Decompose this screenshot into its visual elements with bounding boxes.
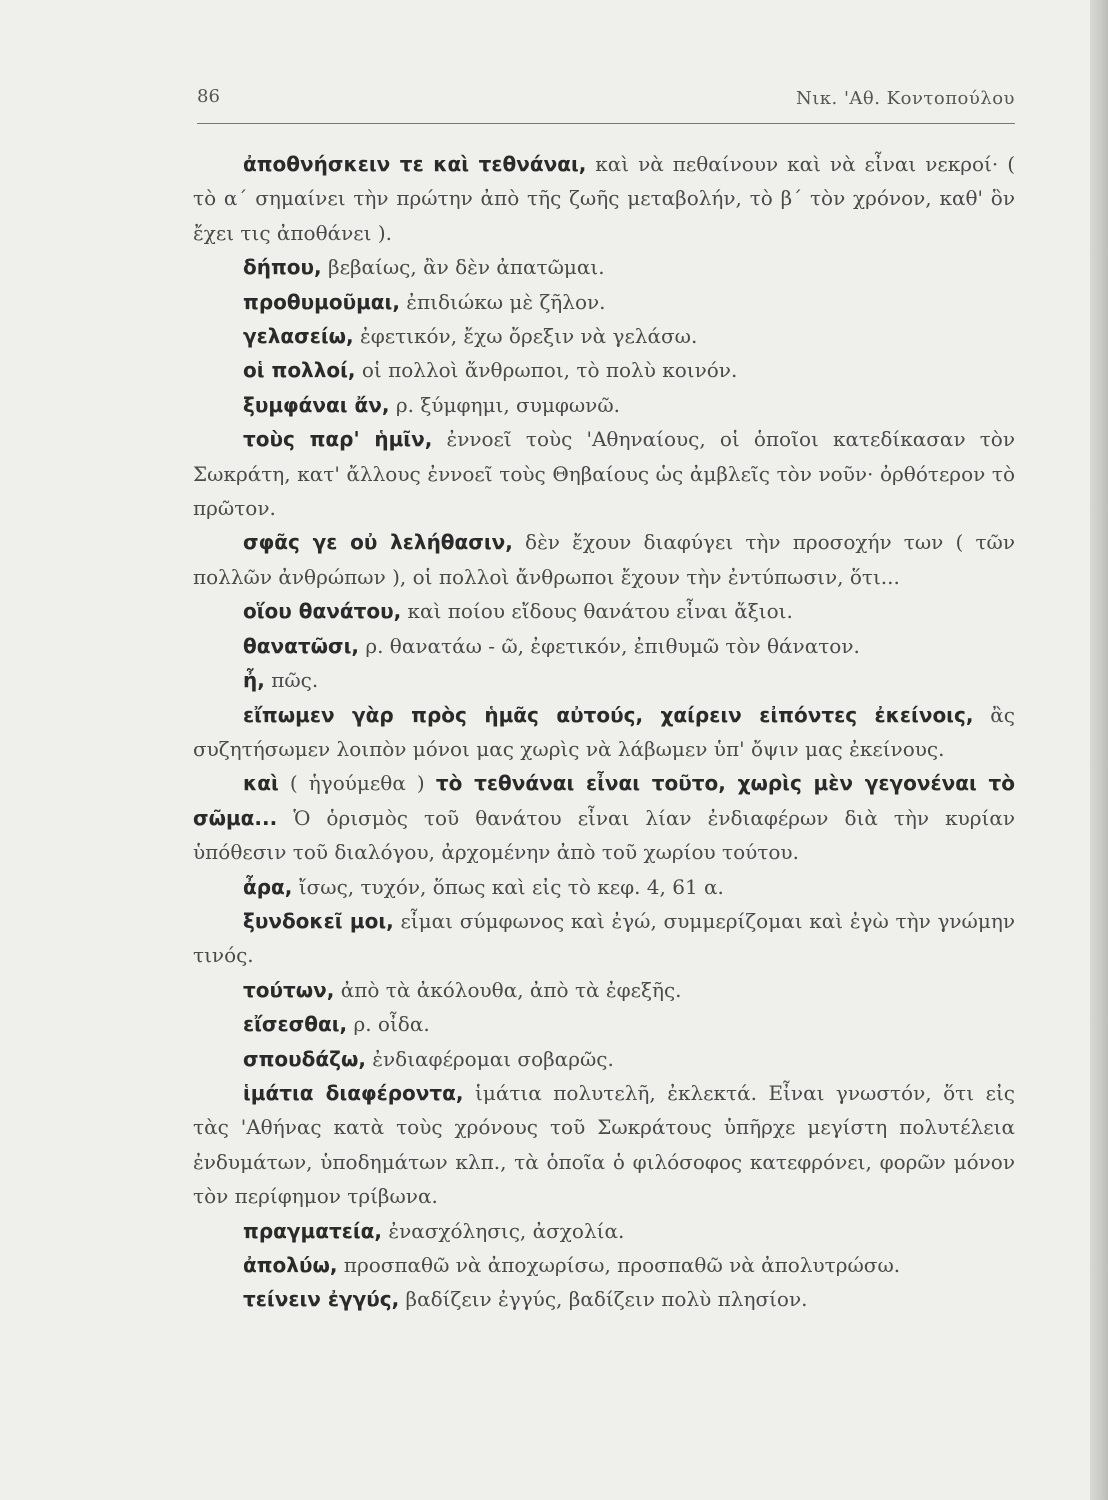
- header-rule: [197, 123, 1015, 124]
- glossary-entry: [193, 147, 1015, 250]
- glossary-entry: [193, 698, 1015, 767]
- entry-term: ἱμάτια διαφέροντα,: [243, 1080, 464, 1105]
- glossary-entry: [193, 1007, 1015, 1041]
- entry-term: εἴπωμεν γὰρ πρὸς ἡμᾶς αὐτούς, χαίρειν εἰπόντες ἐκείνοις,: [243, 702, 974, 727]
- glossary-entry: [193, 422, 1015, 525]
- entry-term: καὶ: [243, 771, 279, 796]
- entry-term: προθυμοῦμαι,: [243, 289, 400, 314]
- glossary-entry: [193, 1214, 1015, 1248]
- glossary-entry: [193, 1076, 1015, 1214]
- entry-gloss: ἂς συζητήσωμεν λοιπὸν μόνοι μας χωρὶς νὰ λάβωμεν ὑπ' ὄψιν μας ἐκείνους.: [193, 702, 1015, 761]
- entry-gloss: ἱμάτια πολυτελῆ, ἐκλεκτά. Εἶναι γνωστόν, ὅτι εἰς τὰς 'Αθήνας κατὰ τοὺς χρόνους τοῦ Σωκράτους ὑπῆρχε μεγίστη πολυτέλεια ἐνδυμάτων, ὑποδημάτων κλπ., τὰ ὁποῖα ὁ φιλόσοφος κατεφρόνει, φορῶν μόνον τὸν περίφημον τρίβωνα.: [193, 1080, 1015, 1209]
- entry-gloss: βεβαίως, ἂν δὲν ἀπατῶμαι.: [321, 255, 605, 280]
- running-head: Νικ. 'Αθ. Κοντοπούλου: [795, 88, 1015, 109]
- entry-gloss: Ὁ ὁρισμὸς τοῦ θανάτου εἶναι λίαν ἐνδιαφέρων διὰ τὴν κυρίαν ὑπόθεσιν τοῦ διαλόγου, ἀρχομένην ἀπὸ τοῦ χωρίου τούτου.: [193, 805, 1015, 865]
- glossary-entry: [193, 904, 1015, 973]
- entry-term: πραγματεία,: [243, 1218, 382, 1243]
- glossary-entry: [193, 973, 1015, 1007]
- entry-gloss: προσπαθῶ νὰ ἀποχωρίσω, προσπαθῶ νὰ ἀπολυτρώσω.: [337, 1253, 901, 1277]
- entry-gloss: ἐνασχόλησις, ἀσχολία.: [381, 1218, 625, 1243]
- page-number: 86: [197, 86, 220, 107]
- entry-term: τείνειν ἐγγύς,: [243, 1287, 400, 1312]
- entry-gloss: ( ἡγούμεθα ): [278, 771, 436, 796]
- glossary-entry: [193, 766, 1015, 869]
- glossary-entry: [193, 1248, 1015, 1282]
- glossary-entry: [193, 525, 1015, 594]
- glossary-entry: [193, 1042, 1015, 1076]
- entry-gloss: ἐνδιαφέρομαι σοβαρῶς.: [365, 1046, 614, 1071]
- glossary-body: [193, 147, 1015, 1317]
- glossary-entry: [193, 250, 1015, 284]
- entry-gloss: ἐννοεῖ τοὺς 'Αθηναίους, οἱ ὁποῖοι κατεδίκασαν τὸν Σωκράτη, κατ' ἄλλους ἐννοεῖ τοὺς Θηβαίους ὡς ἀμβλεῖς τὸν νοῦν· ὀρθότερον τὸ πρῶτον.: [193, 427, 1015, 521]
- entry-gloss: ρ. οἶδα.: [347, 1012, 430, 1037]
- glossary-entry: [193, 663, 1015, 697]
- entry-term: ἀποθνήσκειν τε καὶ τεθνάναι,: [243, 152, 587, 176]
- entry-term: εἴσεσθαι,: [243, 1012, 348, 1037]
- glossary-entry: [193, 594, 1015, 628]
- entry-gloss: ἐφετικόν, ἔχω ὄρεξιν νὰ γελάσω.: [353, 324, 698, 349]
- glossary-entry: [193, 388, 1015, 422]
- entry-term: ἀπολύω,: [243, 1253, 338, 1277]
- entry-gloss: καὶ ποίου εἴδους θανάτου εἶναι ἄξιοι.: [401, 599, 793, 624]
- glossary-entry: [193, 1282, 1015, 1316]
- entry-gloss: βαδίζειν ἐγγύς, βαδίζειν πολὺ πλησίον.: [399, 1287, 808, 1312]
- entry-term: γελασείω,: [243, 324, 354, 349]
- entry-gloss: καὶ νὰ πεθαίνουν καὶ νὰ εἶναι νεκροί· ( τὸ α΄ σημαίνει τὴν πρώτην ἀπὸ τῆς ζωῆς μεταβολήν, τὸ β΄ τὸν χρόνον, καθ' ὃν ἔχει τις ἀποθάνει ).: [193, 152, 1015, 245]
- glossary-entry: [193, 870, 1015, 904]
- entry-gloss: ἀπὸ τὰ ἀκόλουθα, ἀπὸ τὰ ἐφεξῆς.: [334, 977, 682, 1002]
- entry-term: ἦ,: [243, 668, 265, 693]
- entry-gloss: ρ. ξύμφημι, συμφωνῶ.: [389, 392, 621, 417]
- entry-term: τοὺς παρ' ἡμῖν,: [243, 427, 433, 452]
- glossary-entry: [193, 353, 1015, 387]
- entry-term: οἱ πολλοί,: [243, 358, 356, 383]
- page-edge-shadow: [1090, 0, 1108, 1500]
- entry-term: θανατῶσι,: [243, 633, 359, 658]
- entry-term: σφᾶς γε οὐ λελήθασιν,: [243, 530, 513, 555]
- entry-gloss: πῶς.: [264, 668, 319, 693]
- entry-gloss: εἶμαι σύμφωνος καὶ ἐγώ, συμμερίζομαι καὶ ἐγὼ τὴν γνώμην τινός.: [193, 908, 1015, 968]
- entry-term: τὸ τεθνάναι εἶναι τοῦτο, χωρὶς μὲν γεγονέναι τὸ σῶμα...: [193, 771, 1015, 830]
- entry-gloss: οἱ πολλοὶ ἄνθρωποι, τὸ πολὺ κοινόν.: [355, 358, 738, 383]
- glossary-entry: [193, 319, 1015, 353]
- entry-term: οἵου θανάτου,: [243, 599, 402, 624]
- entry-term: ἆρα,: [243, 874, 293, 899]
- entry-term: τούτων,: [243, 977, 335, 1002]
- entry-term: ξυνδοκεῖ μοι,: [243, 908, 394, 933]
- entry-term: δήπου,: [243, 255, 322, 280]
- entry-gloss: ἐπιδιώκω μὲ ζῆλον.: [399, 289, 606, 314]
- entry-term: σπουδάζω,: [243, 1046, 366, 1071]
- entry-gloss: δὲν ἔχουν διαφύγει τὴν προσοχήν των ( τῶν πολλῶν ἀνθρώπων ), οἱ πολλοὶ ἄνθρωποι ἔχουν τὴν ἐντύπωσιν, ὅτι...: [193, 530, 1015, 589]
- page-header: [197, 86, 1015, 116]
- entry-gloss: ρ. θανατάω - ῶ, ἐφετικόν, ἐπιθυμῶ τὸν θάνατον.: [358, 633, 860, 658]
- glossary-entry: [193, 629, 1015, 663]
- entry-term: ξυμφάναι ἄν,: [243, 392, 390, 417]
- entry-gloss: ἴσως, τυχόν, ὅπως καὶ εἰς τὸ κεφ. 4, 61 α.: [292, 874, 724, 899]
- glossary-entry: [193, 285, 1015, 319]
